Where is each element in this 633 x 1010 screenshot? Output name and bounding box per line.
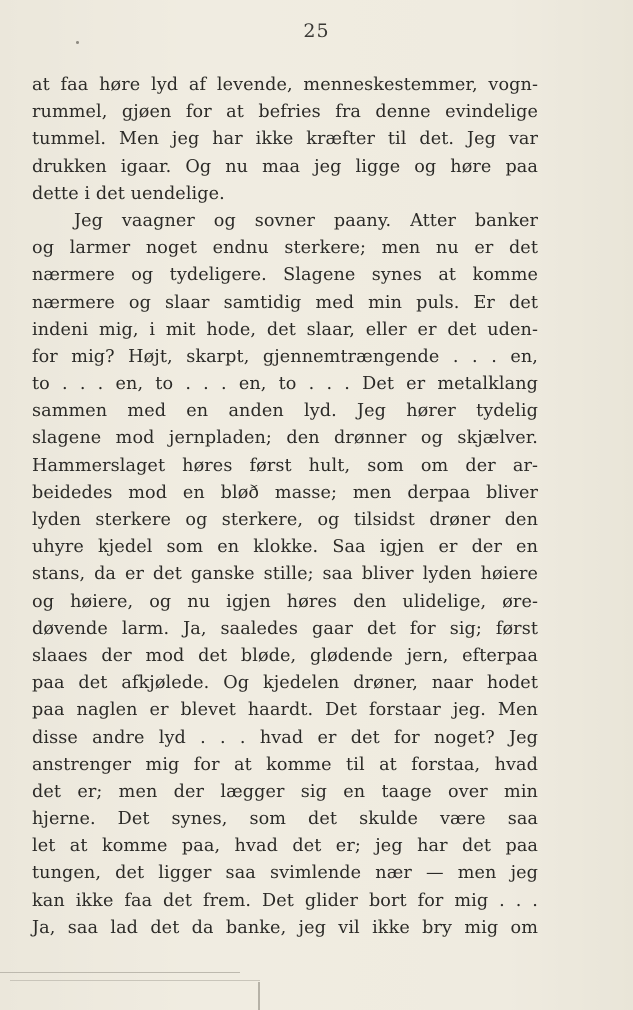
- text-line: to . . . en, to . . . en, to . . . Det er metalklang: [32, 374, 538, 395]
- text-line: døvende larm. Ja, saaledes gaar det for sig; først: [32, 618, 538, 639]
- edge-line: [0, 972, 240, 973]
- text-line: uhyre kjedel som en klokke. Saa igjen er der en: [32, 537, 538, 558]
- text-line: paa naglen er blevet haardt. Det forstaar jeg. Men: [32, 700, 538, 721]
- text-line: tungen, det ligger saa svimlende nær — men jeg: [32, 863, 538, 884]
- text-line: Hammerslaget høres først hult, som om der ar-: [32, 455, 538, 476]
- text-line: Ja, saa lad det da banke, jeg vil ikke bry mig om: [32, 917, 538, 938]
- text-line: sammen med en anden lyd. Jeg hører tydelig: [32, 401, 538, 422]
- text-line: rummel, gjøen for at befries fra denne evindelige: [32, 102, 538, 123]
- body-text: [32, 72, 538, 942]
- paragraph-1: [32, 72, 538, 208]
- text-line: indeni mig, i mit hode, det slaar, eller er det uden-: [32, 319, 538, 340]
- text-line: nærmere og slaar samtidig med min puls. Er det: [32, 292, 538, 313]
- text-line: lyden sterkere og sterkere, og tilsidst drøner den: [32, 510, 538, 530]
- text-line: drukken igaar. Og nu maa jeg ligge og høre paa: [32, 156, 538, 177]
- text-line: let at komme paa, hvad det er; jeg har det paa: [32, 836, 538, 857]
- text-line: tummel. Men jeg har ikke kræfter til det. Jeg var: [32, 129, 538, 150]
- text-line: paa det afkjølede. Og kjedelen drøner, naar hodet: [32, 673, 538, 694]
- paragraph-2: [32, 208, 538, 942]
- text-line: det er; men der lægger sig en taage over min: [32, 781, 538, 802]
- text-line: og larmer noget endnu sterkere; men nu er det: [32, 238, 538, 259]
- page-number: 25: [303, 20, 330, 42]
- text-line: nærmere og tydeligere. Slagene synes at komme: [32, 265, 538, 286]
- page-edge-mark: [0, 958, 270, 1010]
- edge-line: [258, 982, 260, 1010]
- text-line: anstrenger mig for at komme til at forstaa, hvad: [32, 754, 538, 775]
- text-line: at faa høre lyd af levende, menneskestemmer, vogn-: [32, 75, 538, 95]
- edge-line: [10, 980, 260, 981]
- text-line: kan ikke faa det frem. Det glider bort for mig . . .: [32, 890, 538, 911]
- text-line: Jeg vaagner og sovner paany. Atter banker: [74, 210, 538, 231]
- text-line: stans, da er det ganske stille; saa bliver lyden høiere: [32, 564, 538, 585]
- text-line: for mig? Højt, skarpt, gjennemtrængende . . . en,: [32, 346, 538, 367]
- text-line: disse andre lyd . . . hvad er det for noget? Jeg: [32, 727, 538, 748]
- text-line: dette i det uendelige.: [32, 183, 225, 204]
- text-line: slaaes der mod det bløde, glødende jern, efterpaa: [32, 645, 538, 666]
- text-line: beidedes mod en bløð masse; men derpaa bliver: [32, 482, 538, 503]
- text-line: slagene mod jernpladen; den drønner og skjælver.: [32, 428, 538, 449]
- print-speck: [76, 41, 79, 44]
- text-line: og høiere, og nu igjen høres den ulidelige, øre-: [32, 591, 538, 612]
- text-line: hjerne. Det synes, som det skulde være saa: [32, 809, 538, 830]
